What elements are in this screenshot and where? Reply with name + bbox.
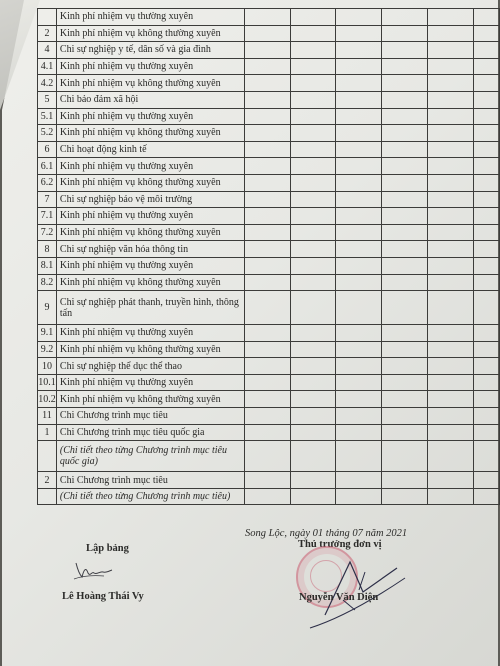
- value-cell: [382, 141, 428, 158]
- table-row: [38, 125, 500, 142]
- value-cell: [336, 291, 382, 325]
- table-row: [38, 441, 500, 472]
- value-cell: [336, 158, 382, 175]
- value-cell: [473, 208, 499, 225]
- row-content: Kinh phí nhiệm vụ thường xuyên: [56, 374, 244, 391]
- value-cell: [473, 441, 499, 472]
- table-row: [38, 257, 500, 274]
- value-cell: [244, 125, 290, 142]
- value-cell: [336, 325, 382, 342]
- value-cell: [244, 257, 290, 274]
- value-cell: [290, 472, 336, 489]
- row-number: 6.2: [38, 174, 57, 191]
- value-cell: [244, 472, 290, 489]
- value-cell: [428, 125, 474, 142]
- value-cell: [382, 325, 428, 342]
- value-cell: [428, 424, 474, 441]
- value-cell: [473, 241, 499, 258]
- value-cell: [290, 158, 336, 175]
- value-cell: [336, 424, 382, 441]
- value-cell: [336, 141, 382, 158]
- table-row: [38, 424, 500, 441]
- value-cell: [244, 91, 290, 108]
- value-cell: [244, 174, 290, 191]
- value-cell: [244, 488, 290, 505]
- value-cell: [290, 274, 336, 291]
- value-cell: [336, 108, 382, 125]
- value-cell: [428, 75, 474, 92]
- date-line: Song Lộc, ngày 01 tháng 07 năm 2021: [245, 528, 408, 539]
- value-cell: [428, 42, 474, 59]
- row-number: 4: [38, 42, 57, 59]
- table-row: [38, 391, 500, 408]
- value-cell: [382, 341, 428, 358]
- value-cell: [382, 424, 428, 441]
- row-number: 8.2: [38, 274, 57, 291]
- value-cell: [244, 158, 290, 175]
- value-cell: [290, 257, 336, 274]
- value-cell: [244, 141, 290, 158]
- row-number: 8: [38, 241, 57, 258]
- row-number: 7.1: [38, 208, 57, 225]
- row-number: 9: [38, 291, 57, 325]
- row-content: Kinh phí nhiệm vụ không thường xuyên: [56, 224, 244, 241]
- value-cell: [382, 224, 428, 241]
- preparer-title: Lập bảng: [86, 543, 129, 554]
- value-cell: [382, 274, 428, 291]
- row-number: 2: [38, 25, 57, 42]
- value-cell: [473, 391, 499, 408]
- value-cell: [290, 9, 336, 26]
- row-number: 11: [38, 408, 57, 425]
- value-cell: [382, 9, 428, 26]
- value-cell: [382, 208, 428, 225]
- value-cell: [428, 141, 474, 158]
- value-cell: [428, 391, 474, 408]
- row-content: (Chi tiết theo từng Chương trình mục tiêu quốc gia): [56, 441, 244, 472]
- row-number: 4.1: [38, 58, 57, 75]
- value-cell: [382, 158, 428, 175]
- value-cell: [428, 472, 474, 489]
- value-cell: [428, 224, 474, 241]
- row-content: Kinh phí nhiệm vụ thường xuyên: [56, 325, 244, 342]
- table-row: [38, 291, 500, 325]
- row-content: Kinh phí nhiệm vụ thường xuyên: [56, 158, 244, 175]
- value-cell: [382, 91, 428, 108]
- value-cell: [336, 257, 382, 274]
- value-cell: [428, 208, 474, 225]
- value-cell: [428, 9, 474, 26]
- value-cell: [290, 125, 336, 142]
- value-cell: [290, 58, 336, 75]
- value-cell: [290, 108, 336, 125]
- value-cell: [473, 488, 499, 505]
- value-cell: [473, 341, 499, 358]
- row-content: Chi sự nghiệp phát thanh, truyền hình, thông tấn: [56, 291, 244, 325]
- value-cell: [382, 291, 428, 325]
- value-cell: [382, 358, 428, 375]
- value-cell: [473, 91, 499, 108]
- value-cell: [428, 241, 474, 258]
- value-cell: [244, 341, 290, 358]
- value-cell: [473, 472, 499, 489]
- value-cell: [336, 488, 382, 505]
- value-cell: [382, 75, 428, 92]
- row-content: Kinh phí nhiệm vụ thường xuyên: [56, 108, 244, 125]
- value-cell: [336, 224, 382, 241]
- row-content: Kinh phí nhiệm vụ không thường xuyên: [56, 75, 244, 92]
- value-cell: [244, 208, 290, 225]
- value-cell: [382, 472, 428, 489]
- table-row: [38, 191, 500, 208]
- value-cell: [382, 488, 428, 505]
- value-cell: [336, 9, 382, 26]
- value-cell: [290, 441, 336, 472]
- value-cell: [336, 42, 382, 59]
- row-content: Chi Chương trình mục tiêu: [56, 472, 244, 489]
- value-cell: [473, 408, 499, 425]
- table-row: [38, 58, 500, 75]
- row-content: Kinh phí nhiệm vụ thường xuyên: [56, 208, 244, 225]
- value-cell: [473, 58, 499, 75]
- value-cell: [473, 75, 499, 92]
- row-number: 8.1: [38, 257, 57, 274]
- preparer-signature: [70, 555, 115, 583]
- value-cell: [290, 424, 336, 441]
- value-cell: [336, 191, 382, 208]
- value-cell: [244, 75, 290, 92]
- value-cell: [244, 374, 290, 391]
- table-row: [38, 158, 500, 175]
- value-cell: [244, 25, 290, 42]
- value-cell: [473, 274, 499, 291]
- value-cell: [244, 108, 290, 125]
- row-number: 2: [38, 472, 57, 489]
- value-cell: [336, 25, 382, 42]
- table-row: [38, 408, 500, 425]
- value-cell: [336, 208, 382, 225]
- value-cell: [290, 75, 336, 92]
- table-row: [38, 241, 500, 258]
- row-number: 6: [38, 141, 57, 158]
- table-row: [38, 224, 500, 241]
- value-cell: [473, 374, 499, 391]
- row-number: 1: [38, 424, 57, 441]
- table-row: [38, 358, 500, 375]
- value-cell: [336, 408, 382, 425]
- table-row: [38, 75, 500, 92]
- row-number: 10: [38, 358, 57, 375]
- value-cell: [336, 341, 382, 358]
- value-cell: [244, 291, 290, 325]
- table-row: [38, 25, 500, 42]
- row-number: 10.1: [38, 374, 57, 391]
- row-number: 7: [38, 191, 57, 208]
- value-cell: [290, 488, 336, 505]
- value-cell: [473, 174, 499, 191]
- value-cell: [336, 125, 382, 142]
- row-number: 6.1: [38, 158, 57, 175]
- table-row: [38, 141, 500, 158]
- value-cell: [290, 391, 336, 408]
- value-cell: [290, 341, 336, 358]
- row-content: Chi sự nghiệp y tế, dân số và gia đình: [56, 42, 244, 59]
- head-name: Nguyễn Văn Diện: [299, 592, 379, 603]
- row-number: 5: [38, 91, 57, 108]
- row-number: [38, 441, 57, 472]
- value-cell: [428, 108, 474, 125]
- row-content: Kinh phí nhiệm vụ không thường xuyên: [56, 274, 244, 291]
- value-cell: [428, 274, 474, 291]
- row-number: 5.2: [38, 125, 57, 142]
- value-cell: [244, 408, 290, 425]
- value-cell: [428, 488, 474, 505]
- value-cell: [382, 391, 428, 408]
- value-cell: [336, 174, 382, 191]
- row-number: 9.2: [38, 341, 57, 358]
- value-cell: [336, 91, 382, 108]
- value-cell: [428, 441, 474, 472]
- value-cell: [382, 374, 428, 391]
- value-cell: [428, 374, 474, 391]
- row-content: Chi hoạt động kinh tế: [56, 141, 244, 158]
- value-cell: [290, 25, 336, 42]
- value-cell: [290, 224, 336, 241]
- value-cell: [336, 58, 382, 75]
- table-row: [38, 91, 500, 108]
- table-row: [38, 274, 500, 291]
- value-cell: [244, 274, 290, 291]
- value-cell: [473, 291, 499, 325]
- row-number: 9.1: [38, 325, 57, 342]
- value-cell: [336, 391, 382, 408]
- value-cell: [382, 25, 428, 42]
- value-cell: [244, 441, 290, 472]
- table-row: [38, 108, 500, 125]
- value-cell: [382, 125, 428, 142]
- table-row: [38, 208, 500, 225]
- value-cell: [336, 75, 382, 92]
- value-cell: [382, 42, 428, 59]
- row-content: Chi sự nghiệp bảo vệ môi trường: [56, 191, 244, 208]
- value-cell: [382, 58, 428, 75]
- row-number: [38, 9, 57, 26]
- value-cell: [290, 141, 336, 158]
- value-cell: [473, 125, 499, 142]
- table-row: [38, 341, 500, 358]
- row-content: Kinh phí nhiệm vụ không thường xuyên: [56, 174, 244, 191]
- value-cell: [428, 174, 474, 191]
- value-cell: [382, 408, 428, 425]
- budget-table: [37, 8, 500, 505]
- value-cell: [473, 358, 499, 375]
- value-cell: [382, 174, 428, 191]
- value-cell: [336, 241, 382, 258]
- value-cell: [473, 42, 499, 59]
- value-cell: [290, 291, 336, 325]
- value-cell: [428, 25, 474, 42]
- value-cell: [336, 472, 382, 489]
- value-cell: [382, 257, 428, 274]
- value-cell: [382, 441, 428, 472]
- row-content: Chi sự nghiệp thể dục thể thao: [56, 358, 244, 375]
- value-cell: [244, 224, 290, 241]
- row-content: Chi sự nghiệp văn hóa thông tin: [56, 241, 244, 258]
- table-row: [38, 374, 500, 391]
- value-cell: [290, 174, 336, 191]
- row-content: Kinh phí nhiệm vụ không thường xuyên: [56, 391, 244, 408]
- value-cell: [473, 424, 499, 441]
- value-cell: [336, 358, 382, 375]
- value-cell: [428, 58, 474, 75]
- row-number: [38, 488, 57, 505]
- value-cell: [290, 408, 336, 425]
- row-content: Kinh phí nhiệm vụ không thường xuyên: [56, 25, 244, 42]
- value-cell: [473, 141, 499, 158]
- row-content: Chi Chương trình mục tiêu: [56, 408, 244, 425]
- value-cell: [382, 108, 428, 125]
- value-cell: [244, 191, 290, 208]
- value-cell: [428, 358, 474, 375]
- head-title: Thủ trưởng đơn vị: [298, 539, 382, 550]
- value-cell: [290, 208, 336, 225]
- table-row: [38, 42, 500, 59]
- value-cell: [428, 191, 474, 208]
- value-cell: [290, 91, 336, 108]
- value-cell: [244, 241, 290, 258]
- value-cell: [336, 441, 382, 472]
- value-cell: [382, 191, 428, 208]
- preparer-name: Lê Hoàng Thái Vy: [62, 591, 144, 602]
- value-cell: [336, 374, 382, 391]
- value-cell: [473, 158, 499, 175]
- value-cell: [244, 325, 290, 342]
- row-content: Kinh phí nhiệm vụ thường xuyên: [56, 257, 244, 274]
- table-row: [38, 472, 500, 489]
- row-content: Chi Chương trình mục tiêu quốc gia: [56, 424, 244, 441]
- head-signature: [305, 550, 415, 630]
- row-content: Kinh phí nhiệm vụ thường xuyên: [56, 9, 244, 26]
- row-content: Chi bảo đảm xã hội: [56, 91, 244, 108]
- value-cell: [244, 42, 290, 59]
- value-cell: [244, 358, 290, 375]
- value-cell: [290, 325, 336, 342]
- value-cell: [473, 108, 499, 125]
- table-row: [38, 9, 500, 26]
- value-cell: [244, 391, 290, 408]
- value-cell: [473, 325, 499, 342]
- value-cell: [428, 91, 474, 108]
- value-cell: [290, 42, 336, 59]
- value-cell: [473, 224, 499, 241]
- value-cell: [382, 241, 428, 258]
- value-cell: [473, 25, 499, 42]
- row-content: (Chi tiết theo từng Chương trình mục tiêu): [56, 488, 244, 505]
- value-cell: [473, 257, 499, 274]
- row-content: Kinh phí nhiệm vụ thường xuyên: [56, 58, 244, 75]
- value-cell: [428, 257, 474, 274]
- value-cell: [290, 191, 336, 208]
- row-content: Kinh phí nhiệm vụ không thường xuyên: [56, 125, 244, 142]
- value-cell: [244, 424, 290, 441]
- value-cell: [336, 274, 382, 291]
- table-row: [38, 174, 500, 191]
- row-number: 7.2: [38, 224, 57, 241]
- row-number: 4.2: [38, 75, 57, 92]
- table-row: [38, 325, 500, 342]
- value-cell: [244, 9, 290, 26]
- value-cell: [428, 408, 474, 425]
- value-cell: [428, 291, 474, 325]
- table-row: [38, 488, 500, 505]
- value-cell: [473, 9, 499, 26]
- row-number: 10.2: [38, 391, 57, 408]
- value-cell: [290, 374, 336, 391]
- value-cell: [244, 58, 290, 75]
- row-content: Kinh phí nhiệm vụ không thường xuyên: [56, 341, 244, 358]
- value-cell: [290, 358, 336, 375]
- value-cell: [290, 241, 336, 258]
- row-number: 5.1: [38, 108, 57, 125]
- value-cell: [428, 325, 474, 342]
- value-cell: [428, 341, 474, 358]
- value-cell: [428, 158, 474, 175]
- value-cell: [473, 191, 499, 208]
